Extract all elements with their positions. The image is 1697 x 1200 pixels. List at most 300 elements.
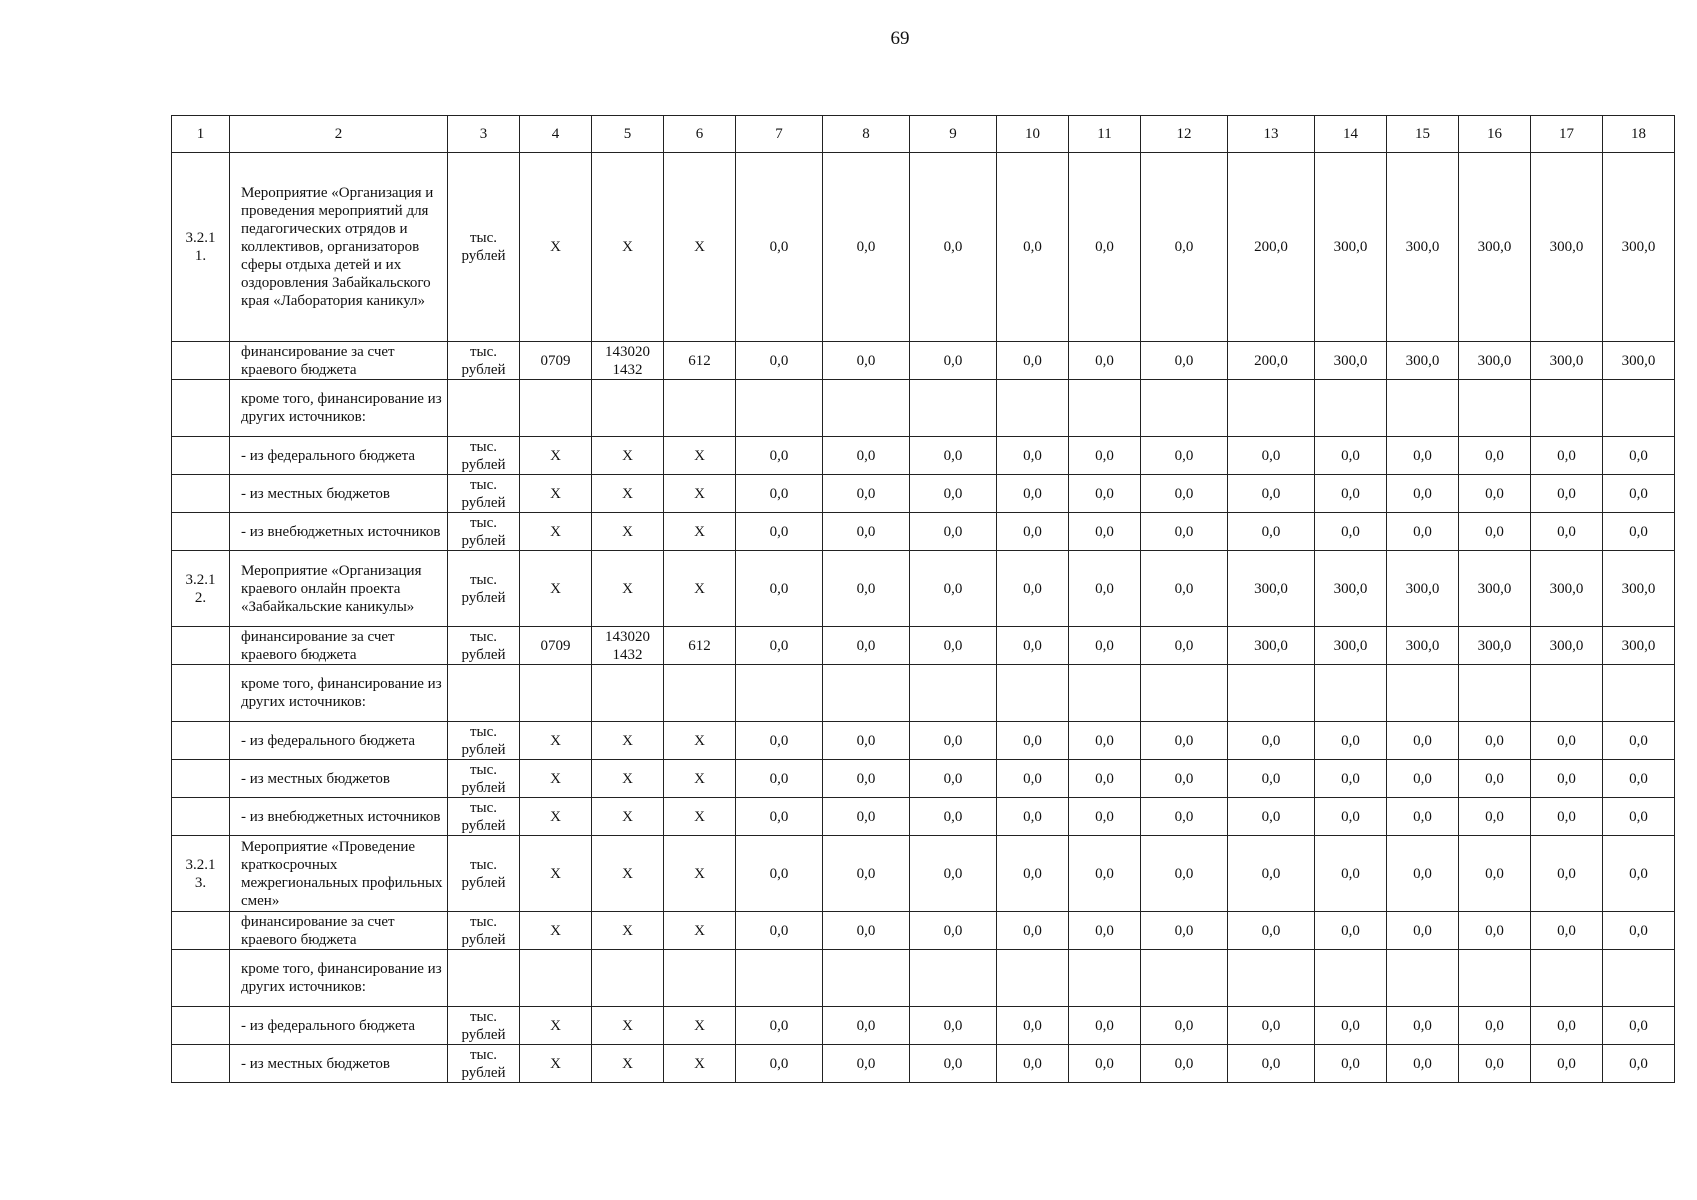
- column-number-cell: 15: [1387, 116, 1459, 153]
- item-name-cell: - из внебюджетных источников: [230, 513, 448, 551]
- target-article-cell: [592, 665, 664, 722]
- item-name-cell: кроме того, финансирование из других источников:: [230, 380, 448, 437]
- year-value-cell: 0,0: [1141, 836, 1228, 912]
- item-name-cell: кроме того, финансирование из других источников:: [230, 950, 448, 1007]
- year-value-cell: 0,0: [1531, 437, 1603, 475]
- year-value-cell: 0,0: [1069, 475, 1141, 513]
- year-value-cell: 0,0: [823, 1045, 910, 1083]
- year-value-cell: 0,0: [1459, 475, 1531, 513]
- unit-cell: тыс. рублей: [448, 342, 520, 380]
- year-value-cell: [823, 950, 910, 1007]
- year-value-cell: 0,0: [736, 153, 823, 342]
- year-value-cell: 0,0: [997, 627, 1069, 665]
- year-value-cell: 0,0: [1387, 798, 1459, 836]
- year-value-cell: 300,0: [1531, 153, 1603, 342]
- column-number-cell: 12: [1141, 116, 1228, 153]
- year-value-cell: 0,0: [997, 513, 1069, 551]
- year-value-cell: [1069, 380, 1141, 437]
- target-article-cell: X: [592, 912, 664, 950]
- item-number-cell: 3.2.1 1.: [172, 153, 230, 342]
- expense-type-cell: [664, 665, 736, 722]
- expense-type-cell: 612: [664, 342, 736, 380]
- expense-type-cell: X: [664, 437, 736, 475]
- year-value-cell: 300,0: [1459, 551, 1531, 627]
- target-article-cell: X: [592, 551, 664, 627]
- unit-cell: тыс. рублей: [448, 551, 520, 627]
- unit-cell: [448, 380, 520, 437]
- year-value-cell: 0,0: [823, 1007, 910, 1045]
- year-value-cell: 0,0: [1387, 1007, 1459, 1045]
- year-value-cell: 0,0: [823, 153, 910, 342]
- table-row: [172, 665, 1675, 722]
- year-value-cell: 0,0: [1387, 760, 1459, 798]
- unit-cell: тыс. рублей: [448, 627, 520, 665]
- year-value-cell: 0,0: [910, 912, 997, 950]
- year-value-cell: 0,0: [1069, 513, 1141, 551]
- year-value-cell: 0,0: [1141, 342, 1228, 380]
- item-number-cell: [172, 760, 230, 798]
- year-value-cell: [1228, 380, 1315, 437]
- column-number-cell: 1: [172, 116, 230, 153]
- year-value-cell: [1141, 665, 1228, 722]
- section-code-cell: [520, 380, 592, 437]
- year-value-cell: 300,0: [1603, 153, 1675, 342]
- year-value-cell: [1315, 380, 1387, 437]
- year-value-cell: [1531, 665, 1603, 722]
- year-value-cell: [1603, 665, 1675, 722]
- year-value-cell: 0,0: [1069, 342, 1141, 380]
- year-value-cell: 0,0: [1531, 798, 1603, 836]
- year-value-cell: 0,0: [1069, 437, 1141, 475]
- year-value-cell: 0,0: [1459, 912, 1531, 950]
- year-value-cell: 0,0: [1315, 437, 1387, 475]
- column-number-cell: 7: [736, 116, 823, 153]
- item-number-cell: [172, 1007, 230, 1045]
- item-number-cell: [172, 912, 230, 950]
- year-value-cell: [910, 665, 997, 722]
- item-number-cell: [172, 513, 230, 551]
- year-value-cell: 0,0: [1141, 1007, 1228, 1045]
- item-name-cell: - из федерального бюджета: [230, 437, 448, 475]
- year-value-cell: 0,0: [997, 836, 1069, 912]
- year-value-cell: 0,0: [1069, 153, 1141, 342]
- section-code-cell: X: [520, 722, 592, 760]
- year-value-cell: 0,0: [910, 627, 997, 665]
- column-number-cell: 18: [1603, 116, 1675, 153]
- section-code-cell: X: [520, 1007, 592, 1045]
- year-value-cell: 0,0: [910, 475, 997, 513]
- year-value-cell: 0,0: [1459, 1045, 1531, 1083]
- target-article-cell: [592, 950, 664, 1007]
- target-article-cell: X: [592, 1045, 664, 1083]
- item-number-cell: [172, 475, 230, 513]
- year-value-cell: 0,0: [997, 722, 1069, 760]
- year-value-cell: 300,0: [1531, 342, 1603, 380]
- year-value-cell: 300,0: [1603, 627, 1675, 665]
- item-name-cell: - из федерального бюджета: [230, 722, 448, 760]
- year-value-cell: [823, 665, 910, 722]
- year-value-cell: [1459, 380, 1531, 437]
- expense-type-cell: 612: [664, 627, 736, 665]
- column-number-cell: 4: [520, 116, 592, 153]
- year-value-cell: [1531, 950, 1603, 1007]
- year-value-cell: 0,0: [1459, 513, 1531, 551]
- year-value-cell: 0,0: [1141, 798, 1228, 836]
- section-code-cell: X: [520, 912, 592, 950]
- year-value-cell: [1387, 380, 1459, 437]
- year-value-cell: [1141, 380, 1228, 437]
- column-number-cell: 13: [1228, 116, 1315, 153]
- year-value-cell: 0,0: [1228, 912, 1315, 950]
- column-number-cell: 14: [1315, 116, 1387, 153]
- year-value-cell: 0,0: [1069, 1007, 1141, 1045]
- expense-type-cell: X: [664, 760, 736, 798]
- section-code-cell: X: [520, 475, 592, 513]
- unit-cell: тыс. рублей: [448, 153, 520, 342]
- year-value-cell: 0,0: [1603, 912, 1675, 950]
- year-value-cell: 0,0: [1531, 836, 1603, 912]
- item-number-cell: [172, 627, 230, 665]
- target-article-cell: X: [592, 836, 664, 912]
- year-value-cell: [910, 950, 997, 1007]
- year-value-cell: 0,0: [1141, 551, 1228, 627]
- year-value-cell: 0,0: [1459, 1007, 1531, 1045]
- expense-type-cell: X: [664, 551, 736, 627]
- unit-cell: тыс. рублей: [448, 798, 520, 836]
- year-value-cell: 0,0: [1069, 798, 1141, 836]
- section-code-cell: X: [520, 513, 592, 551]
- year-value-cell: 0,0: [823, 342, 910, 380]
- year-value-cell: 0,0: [1315, 722, 1387, 760]
- year-value-cell: [1603, 950, 1675, 1007]
- year-value-cell: 0,0: [1603, 1045, 1675, 1083]
- year-value-cell: 200,0: [1228, 342, 1315, 380]
- year-value-cell: 0,0: [910, 760, 997, 798]
- year-value-cell: 0,0: [1459, 722, 1531, 760]
- year-value-cell: 0,0: [997, 1007, 1069, 1045]
- year-value-cell: 0,0: [1387, 912, 1459, 950]
- section-code-cell: X: [520, 153, 592, 342]
- section-code-cell: 0709: [520, 627, 592, 665]
- year-value-cell: 0,0: [1069, 627, 1141, 665]
- expense-type-cell: X: [664, 513, 736, 551]
- year-value-cell: [1228, 665, 1315, 722]
- year-value-cell: 0,0: [1141, 760, 1228, 798]
- year-value-cell: 0,0: [1141, 627, 1228, 665]
- item-number-cell: [172, 380, 230, 437]
- target-article-cell: 143020 1432: [592, 342, 664, 380]
- item-number-cell: 3.2.1 2.: [172, 551, 230, 627]
- year-value-cell: 0,0: [1228, 836, 1315, 912]
- year-value-cell: 0,0: [1228, 475, 1315, 513]
- table-row: [172, 437, 1675, 475]
- year-value-cell: 0,0: [1315, 760, 1387, 798]
- year-value-cell: 0,0: [910, 342, 997, 380]
- year-value-cell: 0,0: [823, 760, 910, 798]
- year-value-cell: 0,0: [1141, 153, 1228, 342]
- year-value-cell: 0,0: [736, 342, 823, 380]
- item-name-cell: финансирование за счет краевого бюджета: [230, 342, 448, 380]
- year-value-cell: 0,0: [1459, 437, 1531, 475]
- year-value-cell: 0,0: [736, 1045, 823, 1083]
- table-row: [172, 950, 1675, 1007]
- year-value-cell: 0,0: [736, 836, 823, 912]
- year-value-cell: 300,0: [1387, 551, 1459, 627]
- unit-cell: тыс. рублей: [448, 722, 520, 760]
- year-value-cell: [736, 665, 823, 722]
- table-row: [172, 513, 1675, 551]
- year-value-cell: 0,0: [1228, 513, 1315, 551]
- year-value-cell: 0,0: [823, 798, 910, 836]
- year-value-cell: 0,0: [910, 513, 997, 551]
- section-code-cell: 0709: [520, 342, 592, 380]
- table-body: [172, 116, 1675, 1083]
- year-value-cell: 0,0: [1228, 1045, 1315, 1083]
- unit-cell: тыс. рублей: [448, 1007, 520, 1045]
- year-value-cell: 0,0: [1228, 760, 1315, 798]
- table-row: [172, 760, 1675, 798]
- year-value-cell: [997, 950, 1069, 1007]
- year-value-cell: 300,0: [1387, 342, 1459, 380]
- year-value-cell: 0,0: [1141, 912, 1228, 950]
- item-name-cell: финансирование за счет краевого бюджета: [230, 912, 448, 950]
- item-name-cell: - из местных бюджетов: [230, 475, 448, 513]
- target-article-cell: X: [592, 153, 664, 342]
- year-value-cell: 0,0: [997, 475, 1069, 513]
- year-value-cell: 300,0: [1315, 153, 1387, 342]
- year-value-cell: 0,0: [823, 627, 910, 665]
- year-value-cell: [1387, 665, 1459, 722]
- column-number-cell: 17: [1531, 116, 1603, 153]
- table-row: [172, 1045, 1675, 1083]
- year-value-cell: [997, 380, 1069, 437]
- item-number-cell: [172, 1045, 230, 1083]
- year-value-cell: 0,0: [1228, 1007, 1315, 1045]
- item-number-cell: [172, 798, 230, 836]
- year-value-cell: 0,0: [736, 437, 823, 475]
- section-code-cell: [520, 665, 592, 722]
- expense-type-cell: [664, 950, 736, 1007]
- column-number-cell: 5: [592, 116, 664, 153]
- target-article-cell: [592, 380, 664, 437]
- year-value-cell: 0,0: [1603, 760, 1675, 798]
- year-value-cell: 0,0: [1069, 551, 1141, 627]
- unit-cell: тыс. рублей: [448, 1045, 520, 1083]
- target-article-cell: X: [592, 475, 664, 513]
- item-name-cell: Мероприятие «Проведение краткосрочных межрегиональных профильных смен»: [230, 836, 448, 912]
- year-value-cell: 0,0: [1531, 722, 1603, 760]
- year-value-cell: 0,0: [736, 513, 823, 551]
- column-number-cell: 9: [910, 116, 997, 153]
- year-value-cell: 0,0: [1531, 513, 1603, 551]
- year-value-cell: 0,0: [1531, 912, 1603, 950]
- year-value-cell: 0,0: [910, 798, 997, 836]
- year-value-cell: 0,0: [736, 551, 823, 627]
- section-code-cell: X: [520, 760, 592, 798]
- column-number-cell: 2: [230, 116, 448, 153]
- year-value-cell: 300,0: [1228, 551, 1315, 627]
- year-value-cell: 0,0: [736, 722, 823, 760]
- expense-type-cell: X: [664, 722, 736, 760]
- year-value-cell: [1315, 665, 1387, 722]
- expense-type-cell: X: [664, 798, 736, 836]
- table-row: [172, 551, 1675, 627]
- year-value-cell: 0,0: [997, 798, 1069, 836]
- expense-type-cell: X: [664, 1007, 736, 1045]
- year-value-cell: 0,0: [823, 836, 910, 912]
- year-value-cell: 0,0: [997, 912, 1069, 950]
- year-value-cell: 300,0: [1387, 153, 1459, 342]
- year-value-cell: 0,0: [1531, 1045, 1603, 1083]
- section-code-cell: X: [520, 551, 592, 627]
- item-number-cell: 3.2.1 3.: [172, 836, 230, 912]
- unit-cell: [448, 665, 520, 722]
- column-number-cell: 11: [1069, 116, 1141, 153]
- year-value-cell: 0,0: [1315, 1007, 1387, 1045]
- year-value-cell: [736, 380, 823, 437]
- year-value-cell: 0,0: [1459, 836, 1531, 912]
- year-value-cell: 0,0: [1531, 475, 1603, 513]
- page-number: 69: [890, 28, 910, 49]
- year-value-cell: 0,0: [1603, 1007, 1675, 1045]
- year-value-cell: 300,0: [1315, 551, 1387, 627]
- year-value-cell: 0,0: [1315, 1045, 1387, 1083]
- year-value-cell: 0,0: [1315, 513, 1387, 551]
- year-value-cell: 0,0: [823, 551, 910, 627]
- year-value-cell: 0,0: [1315, 912, 1387, 950]
- year-value-cell: 0,0: [910, 1045, 997, 1083]
- expense-type-cell: [664, 380, 736, 437]
- unit-cell: тыс. рублей: [448, 475, 520, 513]
- column-number-cell: 16: [1459, 116, 1531, 153]
- item-name-cell: финансирование за счет краевого бюджета: [230, 627, 448, 665]
- target-article-cell: X: [592, 437, 664, 475]
- year-value-cell: 300,0: [1459, 342, 1531, 380]
- year-value-cell: 0,0: [997, 437, 1069, 475]
- year-value-cell: 0,0: [1459, 798, 1531, 836]
- expense-type-cell: X: [664, 836, 736, 912]
- table-row: [172, 912, 1675, 950]
- year-value-cell: [1603, 380, 1675, 437]
- unit-cell: [448, 950, 520, 1007]
- year-value-cell: 0,0: [1228, 437, 1315, 475]
- target-article-cell: 143020 1432: [592, 627, 664, 665]
- unit-cell: тыс. рублей: [448, 912, 520, 950]
- year-value-cell: 0,0: [1069, 760, 1141, 798]
- year-value-cell: 0,0: [1603, 722, 1675, 760]
- year-value-cell: 0,0: [1459, 760, 1531, 798]
- table-row: [172, 798, 1675, 836]
- year-value-cell: 0,0: [997, 342, 1069, 380]
- item-number-cell: [172, 722, 230, 760]
- year-value-cell: 0,0: [910, 437, 997, 475]
- year-value-cell: 0,0: [997, 551, 1069, 627]
- year-value-cell: 200,0: [1228, 153, 1315, 342]
- year-value-cell: 0,0: [1141, 513, 1228, 551]
- year-value-cell: 300,0: [1459, 627, 1531, 665]
- year-value-cell: [736, 950, 823, 1007]
- year-value-cell: 0,0: [736, 1007, 823, 1045]
- item-number-cell: [172, 437, 230, 475]
- section-code-cell: X: [520, 798, 592, 836]
- section-code-cell: [520, 950, 592, 1007]
- year-value-cell: [1228, 950, 1315, 1007]
- year-value-cell: 0,0: [823, 475, 910, 513]
- year-value-cell: [1315, 950, 1387, 1007]
- year-value-cell: 300,0: [1531, 627, 1603, 665]
- column-number-cell: 10: [997, 116, 1069, 153]
- expense-type-cell: X: [664, 912, 736, 950]
- table-row: [172, 1007, 1675, 1045]
- year-value-cell: 0,0: [1069, 722, 1141, 760]
- year-value-cell: 0,0: [1603, 836, 1675, 912]
- year-value-cell: 0,0: [1141, 437, 1228, 475]
- year-value-cell: [1459, 665, 1531, 722]
- item-number-cell: [172, 342, 230, 380]
- year-value-cell: 0,0: [736, 798, 823, 836]
- year-value-cell: [997, 665, 1069, 722]
- year-value-cell: [1387, 950, 1459, 1007]
- year-value-cell: 0,0: [823, 722, 910, 760]
- year-value-cell: 0,0: [1315, 798, 1387, 836]
- year-value-cell: 0,0: [1603, 513, 1675, 551]
- year-value-cell: [1069, 950, 1141, 1007]
- year-value-cell: 0,0: [910, 1007, 997, 1045]
- column-number-row: [172, 116, 1675, 153]
- year-value-cell: [1459, 950, 1531, 1007]
- section-code-cell: X: [520, 836, 592, 912]
- item-name-cell: Мероприятие «Организация краевого онлайн проекта «Забайкальские каникулы»: [230, 551, 448, 627]
- year-value-cell: 0,0: [1387, 722, 1459, 760]
- year-value-cell: 0,0: [1603, 475, 1675, 513]
- budget-table: [171, 115, 1675, 1083]
- table-row: [172, 627, 1675, 665]
- unit-cell: тыс. рублей: [448, 437, 520, 475]
- year-value-cell: 0,0: [736, 912, 823, 950]
- item-name-cell: кроме того, финансирование из других источников:: [230, 665, 448, 722]
- expense-type-cell: X: [664, 475, 736, 513]
- year-value-cell: 0,0: [1069, 836, 1141, 912]
- column-number-cell: 3: [448, 116, 520, 153]
- column-number-cell: 6: [664, 116, 736, 153]
- year-value-cell: 0,0: [1387, 475, 1459, 513]
- year-value-cell: 0,0: [910, 836, 997, 912]
- section-code-cell: X: [520, 1045, 592, 1083]
- year-value-cell: 0,0: [736, 475, 823, 513]
- unit-cell: тыс. рублей: [448, 836, 520, 912]
- item-name-cell: Мероприятие «Организация и проведения мероприятий для педагогических отрядов и коллективов, организаторов сферы отдыха детей и их оздоровления Забайкальского края «Лаборатория каникул»: [230, 153, 448, 342]
- year-value-cell: 0,0: [823, 513, 910, 551]
- year-value-cell: [823, 380, 910, 437]
- year-value-cell: 0,0: [1315, 836, 1387, 912]
- target-article-cell: X: [592, 760, 664, 798]
- item-name-cell: - из внебюджетных источников: [230, 798, 448, 836]
- year-value-cell: 0,0: [1603, 437, 1675, 475]
- item-name-cell: - из федерального бюджета: [230, 1007, 448, 1045]
- target-article-cell: X: [592, 798, 664, 836]
- year-value-cell: 300,0: [1228, 627, 1315, 665]
- target-article-cell: X: [592, 1007, 664, 1045]
- unit-cell: тыс. рублей: [448, 513, 520, 551]
- year-value-cell: 0,0: [997, 1045, 1069, 1083]
- year-value-cell: 0,0: [997, 153, 1069, 342]
- year-value-cell: 0,0: [1228, 798, 1315, 836]
- year-value-cell: 0,0: [1315, 475, 1387, 513]
- year-value-cell: 300,0: [1387, 627, 1459, 665]
- year-value-cell: 0,0: [1069, 912, 1141, 950]
- item-name-cell: - из местных бюджетов: [230, 1045, 448, 1083]
- target-article-cell: X: [592, 513, 664, 551]
